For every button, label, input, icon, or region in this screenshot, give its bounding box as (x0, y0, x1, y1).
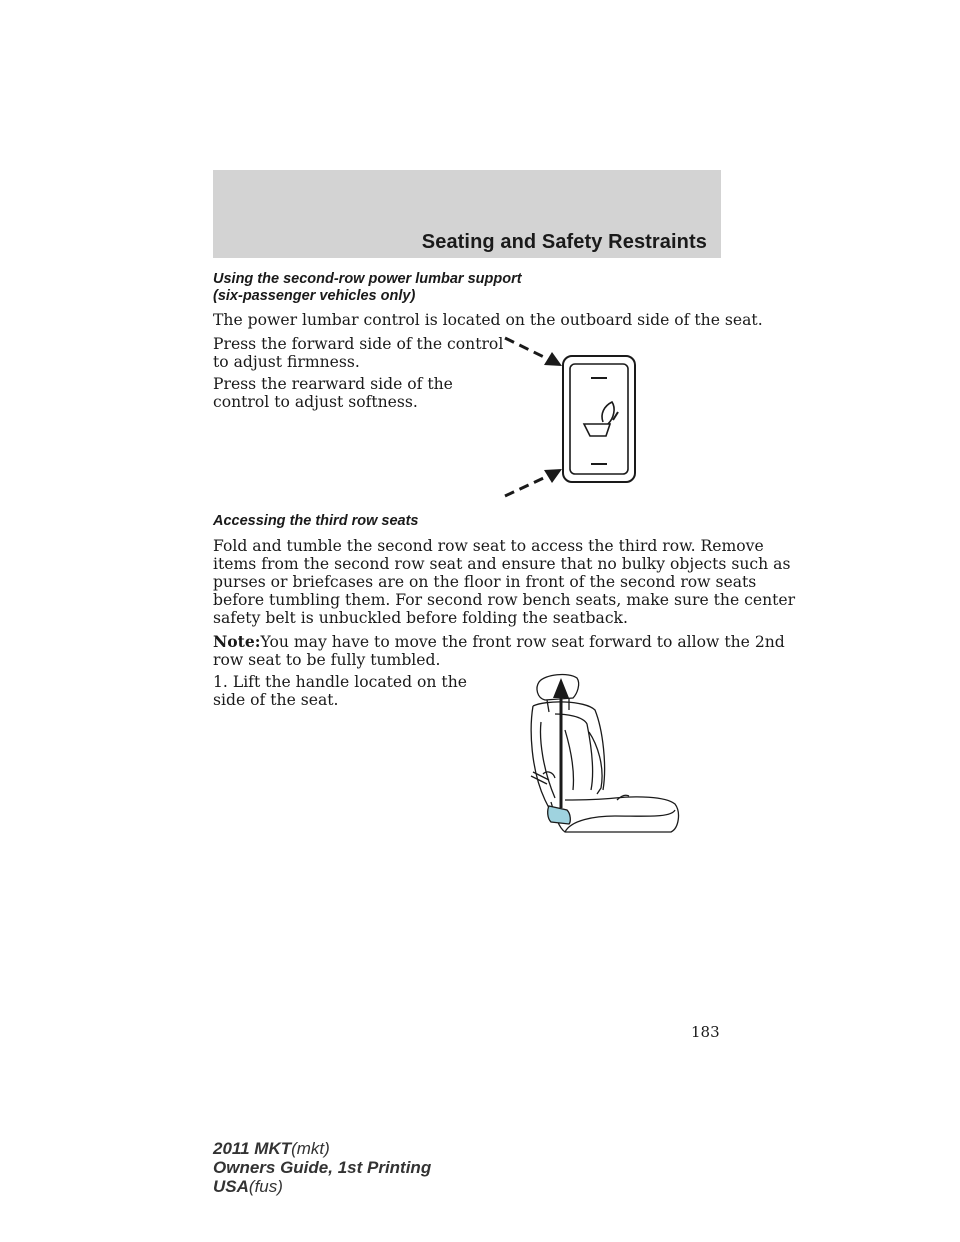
footer-model: 2011 MKT (213, 1139, 292, 1158)
text-line: 1. Lift the handle located on the (213, 673, 467, 691)
heading-lumbar-support (213, 271, 522, 305)
text-line: row seat to be fully tumbled. (213, 651, 441, 669)
header-band (213, 170, 721, 258)
text-line: before tumbling them. For second row bench seats, make sure the center (213, 591, 796, 609)
heading-third-row: Accessing the third row seats (213, 513, 419, 529)
text-line: control to adjust softness. (213, 393, 418, 411)
lumbar-forward-paragraph (213, 335, 503, 371)
text-line: Press the forward side of the control (213, 335, 504, 353)
footer-region-code: (fus) (248, 1177, 283, 1196)
section-title: Seating and Safety Restraints (421, 231, 707, 253)
footer-region: USA (213, 1177, 249, 1196)
page-number: 183 (691, 1023, 720, 1041)
note-label: Note: (213, 632, 261, 651)
footer-guide: Owners Guide, 1st Printing (213, 1158, 432, 1177)
text-line (213, 633, 785, 651)
forward-arrow-icon (505, 338, 562, 366)
footer-line (213, 1177, 431, 1196)
footer-line (213, 1158, 431, 1177)
text-line: side of the seat. (213, 691, 339, 709)
text-line: purses or briefcases are on the floor in front of the second row seats (213, 573, 757, 591)
note-text: You may have to move the front row seat forward to allow the 2nd (260, 633, 785, 651)
lumbar-control-figure (500, 332, 650, 504)
lumbar-rearward-paragraph (213, 375, 453, 411)
text-line: to adjust firmness. (213, 353, 360, 371)
text-line: Fold and tumble the second row seat to access the third row. Remove (213, 537, 764, 555)
heading-line: Using the second-row power lumbar support (213, 271, 522, 287)
text-line: safety belt is unbuckled before folding the seatback. (213, 609, 628, 627)
third-row-paragraph (213, 537, 795, 627)
note-paragraph (213, 633, 785, 669)
arrow-up-icon (553, 678, 569, 808)
footer-model-code: (mkt) (291, 1139, 330, 1158)
step-1-paragraph (213, 673, 467, 709)
handle-icon (548, 806, 571, 824)
lumbar-switch-icon (563, 356, 635, 482)
seat-handle-figure (525, 670, 695, 840)
rearward-arrow-icon (505, 469, 562, 496)
heading-line: (six-passenger vehicles only) (213, 288, 416, 304)
text-line: items from the second row seat and ensure that no bulky objects such as (213, 555, 791, 573)
lumbar-intro: The power lumbar control is located on the outboard side of the seat. (213, 311, 763, 329)
text-line: Press the rearward side of the (213, 375, 453, 393)
footer-line (213, 1139, 431, 1158)
print-footer (213, 1139, 431, 1196)
